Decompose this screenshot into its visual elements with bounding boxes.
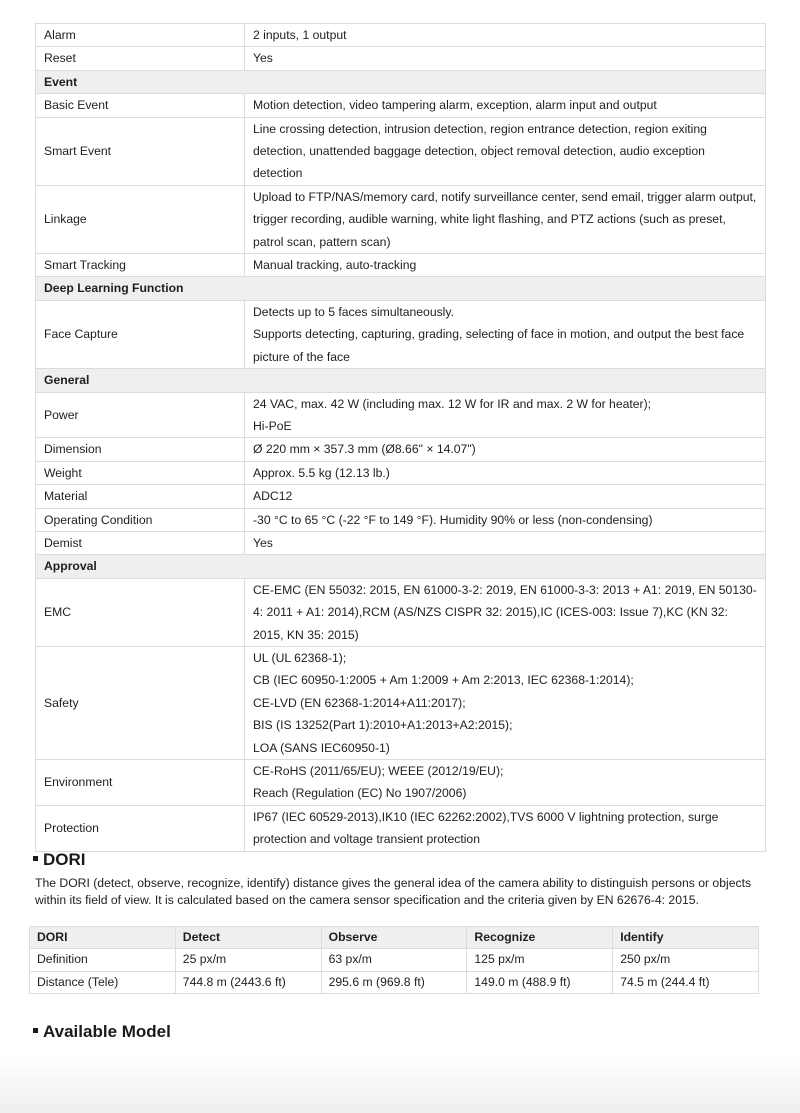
spec-value-line: Motion detection, video tampering alarm, exception, alarm input and output <box>253 98 657 113</box>
spec-label: Weight <box>36 461 245 484</box>
spec-label: Material <box>36 485 245 508</box>
spec-value <box>245 485 766 508</box>
page-footer-fade <box>0 1055 800 1113</box>
spec-value <box>245 508 766 531</box>
spec-value <box>245 392 766 438</box>
dori-cell: Definition <box>30 949 176 971</box>
spec-value-line: Yes <box>253 51 273 66</box>
spec-value <box>245 760 766 806</box>
spec-row <box>36 254 766 277</box>
spec-value-line: LOA (SANS IEC60950-1) <box>253 740 390 755</box>
spec-row <box>36 392 766 438</box>
section-title: Event <box>36 70 766 93</box>
section-header-row <box>36 369 766 392</box>
dori-header-row <box>30 927 759 949</box>
spec-label: Power <box>36 392 245 438</box>
spec-value-line: BIS (IS 13252(Part 1):2010+A1:2013+A2:2015); <box>253 718 513 733</box>
spec-value <box>245 438 766 461</box>
spec-value-line: 24 VAC, max. 42 W (including max. 12 W for IR and max. 2 W for heater); <box>253 396 652 411</box>
spec-row <box>36 805 766 851</box>
spec-value-line: ADC12 <box>253 489 293 504</box>
dori-cell: 295.6 m (969.8 ft) <box>321 971 467 993</box>
spec-value-line: CE-RoHS (2011/65/EU); WEEE (2012/19/EU); <box>253 764 504 778</box>
dori-cell: Distance (Tele) <box>30 971 176 993</box>
spec-row <box>36 508 766 531</box>
spec-value-line: Manual tracking, auto-tracking <box>253 258 417 273</box>
spec-row <box>36 531 766 554</box>
spec-row <box>36 185 766 253</box>
spec-label: Smart Event <box>36 117 245 185</box>
spec-label: Smart Tracking <box>36 254 245 277</box>
spec-value-line: Ø 220 mm × 357.3 mm (Ø8.66" × 14.07") <box>253 442 476 457</box>
spec-row <box>36 461 766 484</box>
dori-cell: 125 px/m <box>467 949 613 971</box>
section-title: Approval <box>36 555 766 578</box>
square-bullet-icon <box>33 1028 38 1033</box>
spec-label: Demist <box>36 531 245 554</box>
spec-value-line: Yes <box>253 535 273 550</box>
spec-value-line: CB (IEC 60950-1:2005 + Am 1:2009 + Am 2:2013, IEC 62368-1:2014); <box>253 673 634 688</box>
specification-table <box>35 23 766 852</box>
spec-value-line: Detects up to 5 faces simultaneously. <box>253 304 454 319</box>
section-header-row <box>36 277 766 300</box>
spec-value <box>245 531 766 554</box>
spec-value-line: CE-EMC (EN 55032: 2015, EN 61000-3-2: 2019, EN 61000-3-3: 2013 + A1: 2019, EN 50130-4: 2011 + A1: 2014),RCM (AS/NZS CISPR 32: 2015),IC (ICES-003: Issue 7),KC (KN 32: 2015, KN 35: 2015) <box>253 582 757 642</box>
spec-value-line: 2 inputs, 1 output <box>253 28 347 42</box>
dori-heading-text: DORI <box>43 850 86 869</box>
dori-cell: 744.8 m (2443.6 ft) <box>175 971 321 993</box>
spec-value <box>245 47 766 70</box>
section-header-row <box>36 555 766 578</box>
spec-value-line: Reach (Regulation (EC) No 1907/2006) <box>253 786 467 801</box>
spec-value <box>245 805 766 851</box>
dori-column-header: Identify <box>613 927 759 949</box>
dori-cell: 149.0 m (488.9 ft) <box>467 971 613 993</box>
spec-label: Face Capture <box>36 300 245 368</box>
specification-table-body <box>36 24 766 852</box>
dori-table <box>29 926 759 994</box>
spec-label: Alarm <box>36 24 245 47</box>
dori-cell: 74.5 m (244.4 ft) <box>613 971 759 993</box>
available-model-heading-text: Available Model <box>43 1022 171 1041</box>
spec-value-line: -30 °C to 65 °C (-22 °F to 149 °F). Humidity 90% or less (non-condensing) <box>253 512 653 527</box>
dori-cell: 250 px/m <box>613 949 759 971</box>
dori-column-header: Recognize <box>467 927 613 949</box>
spec-label: Reset <box>36 47 245 70</box>
spec-value <box>245 300 766 368</box>
dori-table-body <box>30 949 759 994</box>
spec-value <box>245 646 766 759</box>
spec-label: Safety <box>36 646 245 759</box>
dori-heading <box>33 850 86 870</box>
dori-description: The DORI (detect, observe, recognize, identify) distance gives the general idea of the camera ability to distinguish persons or objects within its field of view. It is calculated based on the camera sensor specification and the criteria given by EN 62676-4: 2015. <box>35 876 752 908</box>
dori-cell: 25 px/m <box>175 949 321 971</box>
spec-value <box>245 254 766 277</box>
spec-row <box>36 47 766 70</box>
dori-column-header: DORI <box>30 927 176 949</box>
spec-label: Basic Event <box>36 94 245 117</box>
spec-value <box>245 117 766 185</box>
section-title: General <box>36 369 766 392</box>
spec-value-line: Approx. 5.5 kg (12.13 lb.) <box>253 465 390 480</box>
section-header-row <box>36 70 766 93</box>
spec-row <box>36 578 766 646</box>
spec-row <box>36 438 766 461</box>
spec-value <box>245 94 766 117</box>
dori-column-header: Observe <box>321 927 467 949</box>
spec-value-line: IP67 (IEC 60529-2013),IK10 (IEC 62262:2002),TVS 6000 V lightning protection, surge protection and voltage transient protection <box>253 809 719 847</box>
section-title: Deep Learning Function <box>36 277 766 300</box>
spec-row <box>36 300 766 368</box>
spec-row <box>36 24 766 47</box>
spec-label: Operating Condition <box>36 508 245 531</box>
spec-value-line: CE-LVD (EN 62368-1:2014+A11:2017); <box>253 695 466 710</box>
spec-value <box>245 185 766 253</box>
spec-value <box>245 461 766 484</box>
spec-row <box>36 485 766 508</box>
spec-row <box>36 94 766 117</box>
spec-value-line: Supports detecting, capturing, grading, selecting of face in motion, and output the best face picture of the face <box>253 327 745 364</box>
spec-value-line: Hi-PoE <box>253 418 292 433</box>
dori-column-header: Detect <box>175 927 321 949</box>
spec-row <box>36 646 766 759</box>
spec-label: Protection <box>36 805 245 851</box>
spec-row <box>36 117 766 185</box>
dori-cell: 63 px/m <box>321 949 467 971</box>
spec-label: Dimension <box>36 438 245 461</box>
spec-label: Environment <box>36 760 245 806</box>
dori-row <box>30 949 759 971</box>
spec-value <box>245 24 766 47</box>
spec-value-line: Upload to FTP/NAS/memory card, notify surveillance center, send email, trigger alarm output, trigger recording, audible warning, white light flashing, and PTZ actions (such as preset, patrol scan, pattern scan) <box>253 189 757 249</box>
spec-label: Linkage <box>36 185 245 253</box>
available-model-heading <box>33 1022 171 1042</box>
spec-label: EMC <box>36 578 245 646</box>
spec-value <box>245 578 766 646</box>
dori-row <box>30 971 759 993</box>
spec-value-line: UL (UL 62368-1); <box>253 650 347 665</box>
spec-row <box>36 760 766 806</box>
spec-value-line: Line crossing detection, intrusion detection, region entrance detection, region exiting detection, unattended baggage detection, object removal detection, audio exception detection <box>253 121 707 181</box>
square-bullet-icon <box>33 856 38 861</box>
